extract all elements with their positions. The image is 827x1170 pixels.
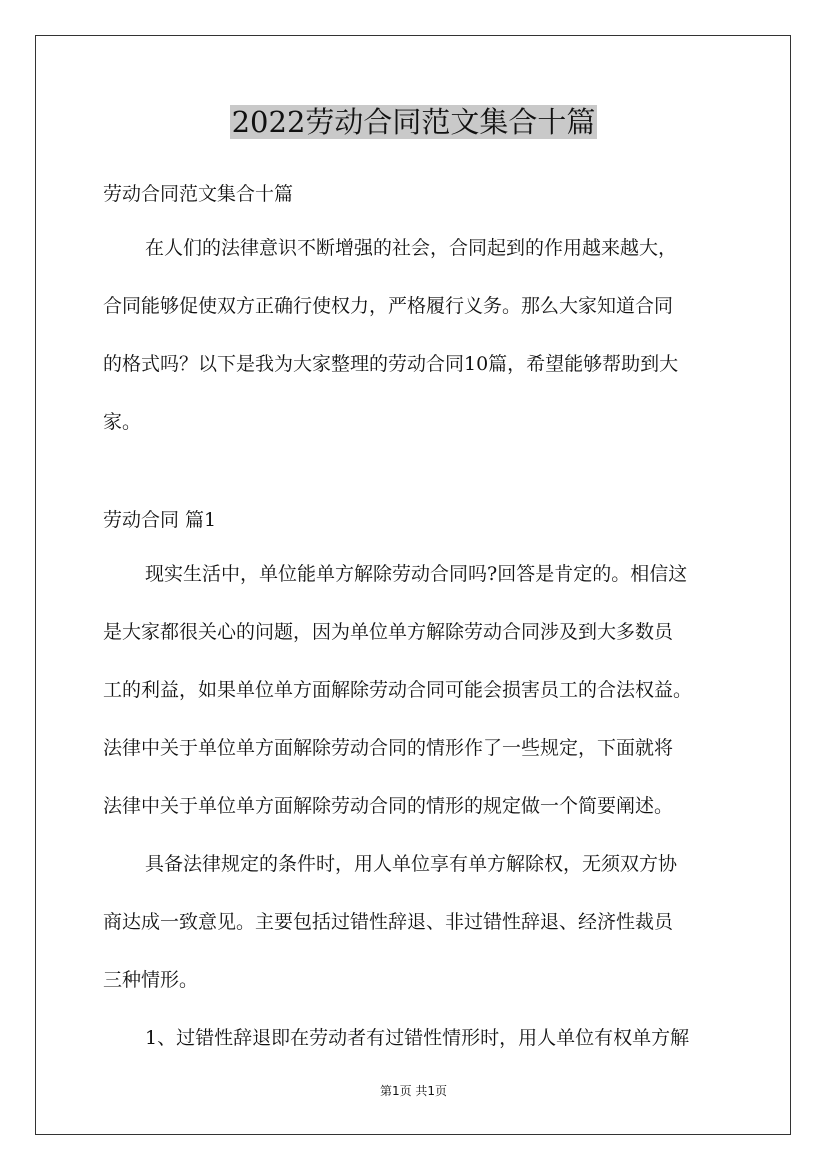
section-heading: 劳动合同 篇1 xyxy=(103,509,217,531)
text-line: 现实生活中，单位能单方解除劳动合同吗?回答是肯定的。相信这 xyxy=(145,563,688,585)
document-subtitle: 劳动合同范文集合十篇 xyxy=(103,183,294,205)
text-line: 工的利益，如果单位单方面解除劳动合同可能会损害员工的合法权益。 xyxy=(103,679,693,701)
text-line: 在人们的法律意识不断增强的社会，合同起到的作用越来越大， xyxy=(145,237,678,259)
text-line: 法律中关于单位单方面解除劳动合同的情形作了一些规定，下面就将 xyxy=(103,737,674,759)
text-line: 1、过错性辞退即在劳动者有过错性情形时，用人单位有权单方解 xyxy=(145,1027,690,1049)
document-title-text: 2022劳动合同范文集合十篇 xyxy=(231,105,596,139)
text-line: 法律中关于单位单方面解除劳动合同的情形的规定做一个简要阐述。 xyxy=(103,795,674,817)
section1-paragraph-3 xyxy=(103,1009,743,1067)
page-footer: 第1页 共1页 xyxy=(379,1084,448,1098)
text-line: 合同能够促使双方正确行使权力，严格履行义务。那么大家知道合同 xyxy=(103,295,674,317)
text-line: 具备法律规定的条件时，用人单位享有单方解除权，无须双方协 xyxy=(145,853,678,875)
text-line: 是大家都很关心的问题，因为单位单方解除劳动合同涉及到大多数员 xyxy=(103,621,674,643)
section1-paragraph-2 xyxy=(103,835,743,1009)
text-line: 家。 xyxy=(103,411,142,433)
intro-paragraph xyxy=(103,219,743,451)
document-title xyxy=(0,100,827,144)
section1-paragraph-1 xyxy=(103,545,743,835)
text-line: 的格式吗？以下是我为大家整理的劳动合同10篇，希望能够帮助到大 xyxy=(103,353,679,375)
text-line: 三种情形。 xyxy=(103,969,199,991)
text-line: 商达成一致意见。主要包括过错性辞退、非过错性辞退、经济性裁员 xyxy=(103,911,674,933)
